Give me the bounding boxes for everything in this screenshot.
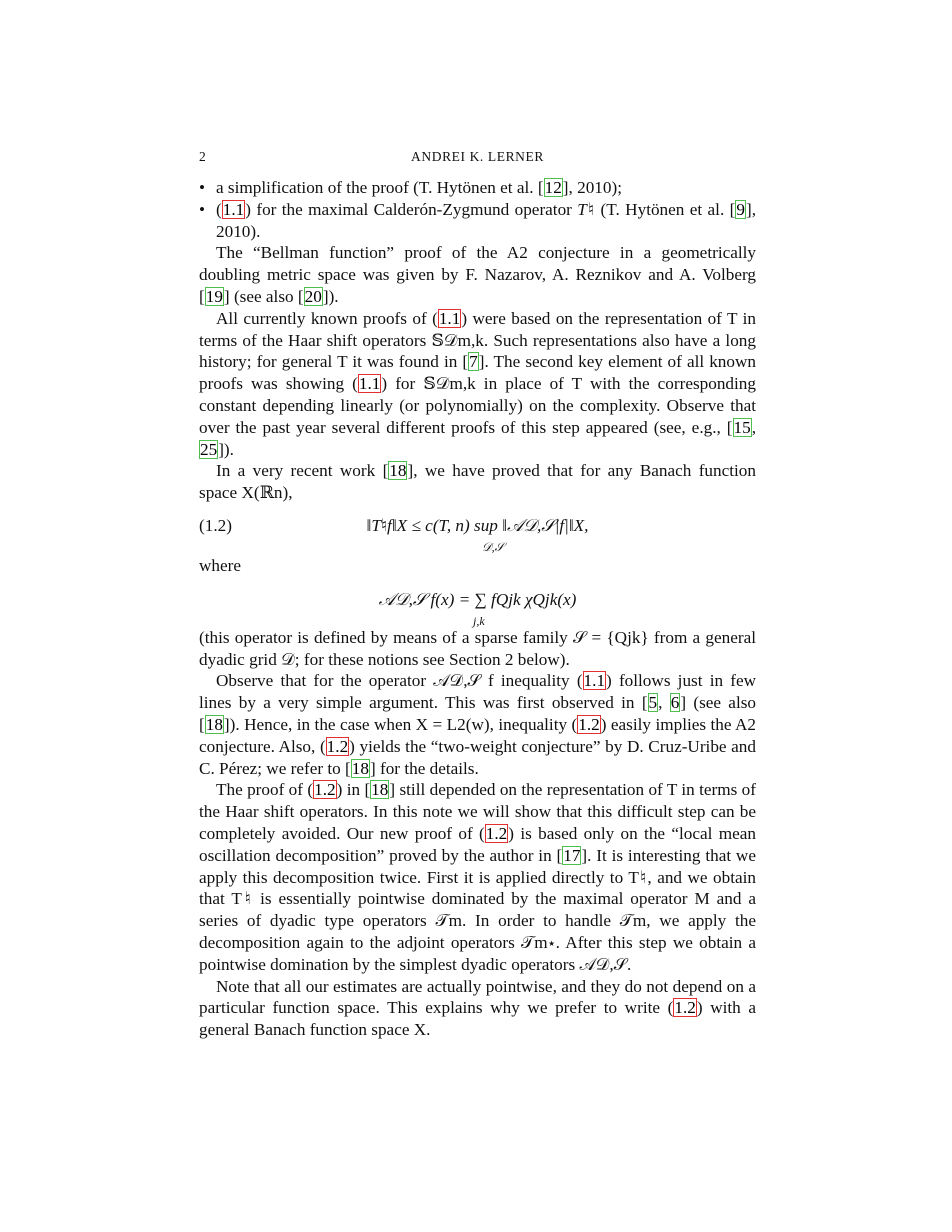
paragraph-sparse-family: (this operator is defined by means of a sparse family 𝒮 = {Qjk} from a general dyadic grid 𝒟; for these notions see Section 2 below). bbox=[199, 627, 756, 669]
page-number: 2 bbox=[199, 149, 207, 164]
list-item: • a simplification of the proof (T. Hytönen et al. [12], 2010); bbox=[199, 178, 622, 197]
equation-subscript: 𝒟,𝒮 bbox=[482, 539, 504, 554]
bullet-icon: • bbox=[199, 199, 206, 219]
equation-ref-link[interactable]: 1.1 bbox=[222, 199, 245, 219]
citation-link[interactable]: 19 bbox=[205, 286, 223, 306]
equation-ref-link[interactable]: 1.1 bbox=[358, 374, 381, 394]
citation-link[interactable]: 18 bbox=[351, 758, 369, 778]
equation-ref-link[interactable]: 1.2 bbox=[578, 714, 600, 734]
paragraph-note: Note that all our estimates are actually pointwise, and they do not depend on a particular function space. This explains why we prefer to write (1.2) with a general Banach function space X. bbox=[199, 976, 756, 1040]
bullet-list bbox=[199, 177, 756, 242]
bullet-icon: • bbox=[199, 178, 206, 197]
citation-link[interactable]: 18 bbox=[205, 714, 223, 734]
citation-link[interactable]: 17 bbox=[563, 845, 581, 865]
citation-link[interactable]: 15 bbox=[733, 417, 751, 437]
citation-link[interactable]: 9 bbox=[736, 199, 745, 219]
equation-ref-link[interactable]: 1.2 bbox=[326, 736, 349, 756]
page bbox=[199, 146, 756, 1041]
equation-ref-link[interactable]: 1.2 bbox=[674, 998, 696, 1018]
equation-definition bbox=[199, 579, 756, 627]
equation-body: ‖T♮f‖X ≤ c(T, n) sup ‖𝒜𝒟,𝒮|f|‖X, bbox=[366, 515, 589, 535]
citation-link[interactable]: 20 bbox=[304, 286, 322, 306]
equation-ref-link[interactable]: 1.1 bbox=[583, 671, 606, 691]
equation-body: 𝒜𝒟,𝒮 f(x) = ∑ fQjk χQjk(x) bbox=[378, 589, 577, 609]
equation-1-2 bbox=[199, 507, 756, 555]
paragraph-known-proofs: All currently known proofs of (1.1) were based on the representation of T in terms of the Haar shift operators 𝕊𝒟m,k. Such representations also have a long history; for general T it was found in [7]. The second key element of all known proofs was showing (1.1) for 𝕊𝒟m,k in place of T with the corresponding constant depending linearly (or polynomially) on the complexity. Observe that over the past year several different proofs of this step appeared (see, e.g., [15, 25]). bbox=[199, 308, 756, 459]
equation-subscript: j,k bbox=[473, 613, 485, 628]
citation-link[interactable]: 18 bbox=[389, 461, 407, 481]
equation-ref-link[interactable]: 1.1 bbox=[438, 308, 461, 328]
operator-symbol: T♮ bbox=[577, 199, 596, 219]
citation-link[interactable]: 5 bbox=[648, 693, 658, 713]
citation-link[interactable]: 25 bbox=[200, 439, 218, 459]
running-title: ANDREI K. LERNER bbox=[411, 149, 544, 164]
paragraph-proof: The proof of (1.2) in [18] still depended on the representation of T in terms of the Haar shift operators. In this note we will show that this difficult step can be completely avoided. Our new proof of (1.2) is based only on the “local mean oscillation decomposition” proved by the author in [17]. It is interesting that we apply this decomposition twice. First it is applied directly to T♮, and we obtain that T♮ is essentially pointwise dominated by the maximal operator M and a series of dyadic type operators 𝒯m. In order to handle 𝒯m, we apply the decomposition again to the adjoint operators 𝒯m⋆. After this step we obtain a pointwise domination by the simplest dyadic operators 𝒜𝒟,𝒮. bbox=[199, 780, 756, 974]
where-label: where bbox=[199, 555, 241, 575]
paragraph-bellman: The “Bellman function” proof of the A2 conjecture in a geometrically doubling metric space was given by F. Nazarov, A. Reznikov and A. Volberg [19] (see also [20]). bbox=[199, 243, 756, 306]
equation-ref-link[interactable]: 1.2 bbox=[314, 780, 336, 800]
citation-link[interactable]: 12 bbox=[544, 178, 562, 197]
paragraph-recent-work: In a very recent work [18], we have proved that for any Banach function space X(ℝn), bbox=[199, 461, 756, 503]
citation-link[interactable]: 6 bbox=[670, 693, 680, 713]
equation-number: (1.2) bbox=[199, 515, 232, 535]
page-header bbox=[199, 146, 756, 168]
citation-link[interactable]: 18 bbox=[371, 780, 389, 800]
paragraph-observe: Observe that for the operator 𝒜𝒟,𝒮 f inequality (1.1) follows just in few lines by a very simple argument. This was first observed in [5, 6] (see also [18]). Hence, in the case when X = L2(w), inequality (1.2) easily implies the A2 conjecture. Also, (1.2) yields the “two-weight conjecture” by D. Cruz-Uribe and C. Pérez; we refer to [18] for the details. bbox=[199, 671, 757, 778]
equation-ref-link[interactable]: 1.2 bbox=[485, 823, 508, 843]
list-item: • (1.1) for the maximal Calderón-Zygmund operator T♮ (T. Hytönen et al. [9], 2010). bbox=[199, 199, 756, 241]
citation-link[interactable]: 7 bbox=[469, 352, 478, 372]
